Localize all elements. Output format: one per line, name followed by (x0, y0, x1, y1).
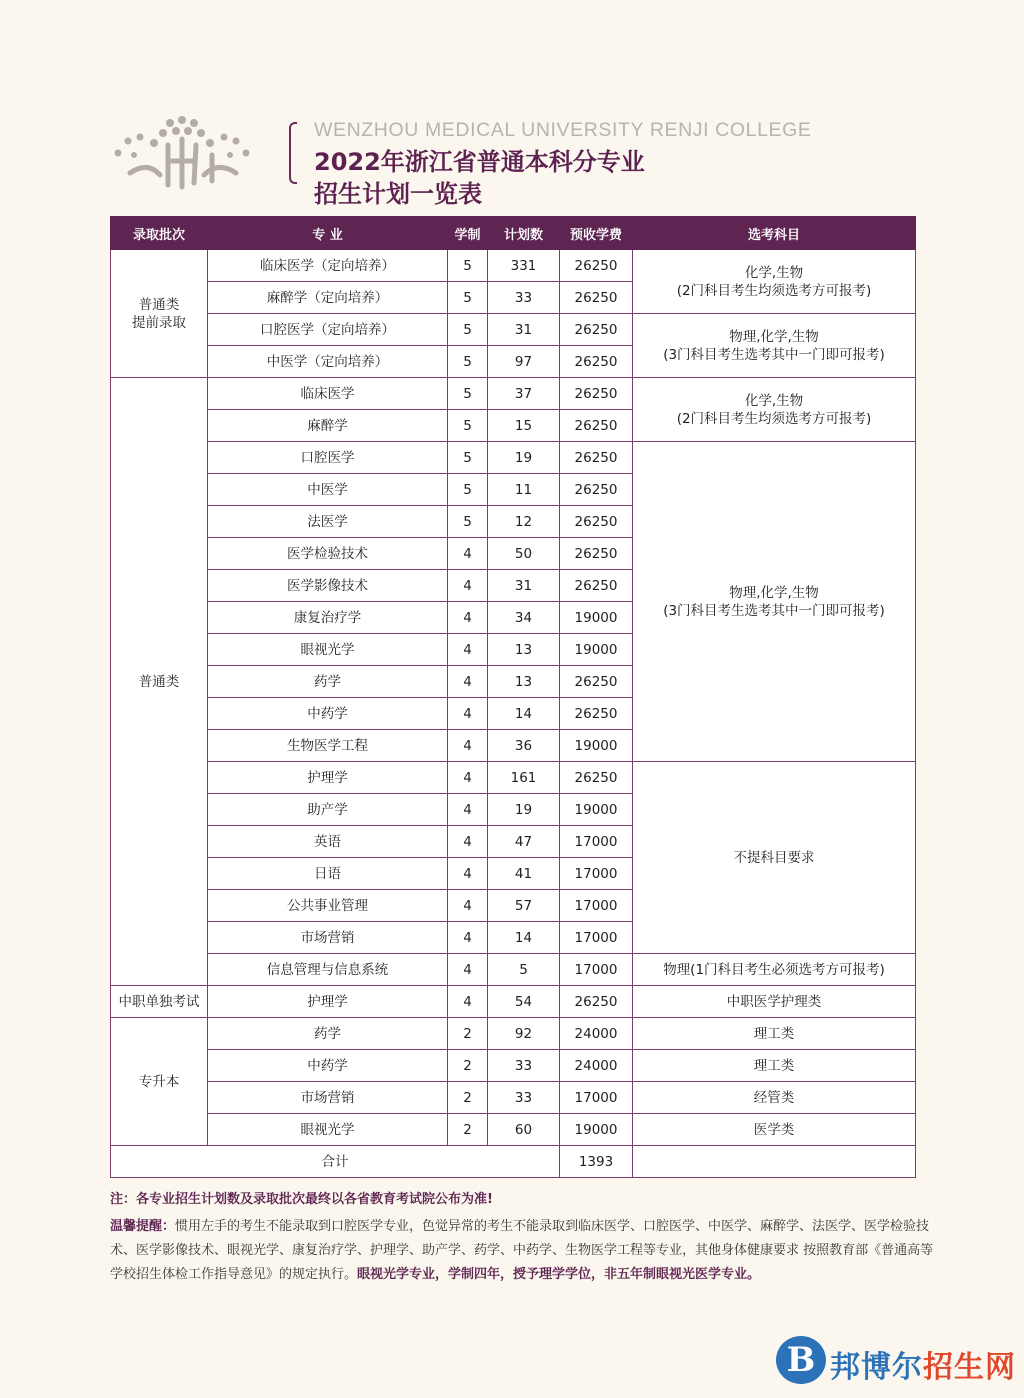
col-header-years: 学制 (448, 217, 488, 250)
col-header-batch: 录取批次 (111, 217, 208, 250)
fee-cell: 26250 (560, 698, 633, 730)
years-cell: 5 (448, 442, 488, 474)
years-cell: 5 (448, 474, 488, 506)
fee-cell: 17000 (560, 954, 633, 986)
fee-cell: 17000 (560, 922, 633, 954)
major-cell: 生物医学工程 (208, 730, 448, 762)
subjects-text: (2门科目考生均须选考方可报考) (676, 410, 872, 427)
years-cell: 4 (448, 986, 488, 1018)
major-cell: 中医学（定向培养） (208, 346, 448, 378)
years-cell: 4 (448, 570, 488, 602)
table-row (111, 378, 916, 410)
plan-cell: 19 (488, 442, 560, 474)
plan-cell: 50 (488, 538, 560, 570)
plan-cell: 31 (488, 570, 560, 602)
plan-cell: 14 (488, 698, 560, 730)
plan-cell: 19 (488, 794, 560, 826)
total-value: 1393 (560, 1146, 633, 1178)
page-title-line2: 招生计划一览表 (314, 180, 482, 208)
years-cell: 4 (448, 698, 488, 730)
major-cell: 中医学 (208, 474, 448, 506)
subjects-cell: 理工类 (633, 1018, 916, 1050)
plan-cell: 92 (488, 1018, 560, 1050)
major-cell: 口腔医学（定向培养） (208, 314, 448, 346)
plan-cell: 97 (488, 346, 560, 378)
plan-cell: 36 (488, 730, 560, 762)
plan-cell: 33 (488, 1050, 560, 1082)
plan-cell: 331 (488, 250, 560, 282)
col-header-plan: 计划数 (488, 217, 560, 250)
years-cell: 4 (448, 794, 488, 826)
plan-cell: 5 (488, 954, 560, 986)
subjects-cell: 物理(1门科目考生必须选考方可报考) (633, 954, 916, 986)
watermark-text-red: 招生网 (923, 1350, 1016, 1385)
years-cell: 5 (448, 250, 488, 282)
reminder-paragraph (110, 1215, 946, 1287)
plan-cell: 31 (488, 314, 560, 346)
batch-label: 普通类 (138, 296, 180, 313)
fee-cell: 26250 (560, 250, 633, 282)
subjects-cell: 理工类 (633, 1050, 916, 1082)
major-cell: 中药学 (208, 698, 448, 730)
plan-cell: 34 (488, 602, 560, 634)
major-cell: 临床医学 (208, 378, 448, 410)
major-cell: 信息管理与信息系统 (208, 954, 448, 986)
major-cell: 护理学 (208, 986, 448, 1018)
years-cell: 5 (448, 506, 488, 538)
years-cell: 5 (448, 378, 488, 410)
fee-cell: 17000 (560, 858, 633, 890)
major-cell: 医学检验技术 (208, 538, 448, 570)
fee-cell: 26250 (560, 762, 633, 794)
fee-cell: 26250 (560, 986, 633, 1018)
fee-cell: 19000 (560, 634, 633, 666)
years-cell: 4 (448, 538, 488, 570)
watermark-logo-letter: B (786, 1340, 816, 1380)
subjects-text: (3门科目考生选考其中一门即可报考) (663, 602, 885, 619)
reminder-body: 惯用左手的考生不能录取到口腔医学专业，色觉异常的考生不能录取到临床医学、口腔医学、中医学、麻醉学、法医学、医学检验技术、医学影像技术、眼视光学、康复治疗学、护理学、助产学、药学、中药学、生物医学工程等专业，其他身体健康要求 按照教育部《普通高等学校招生体检工作指导意见》的规定执行。 (110, 1219, 934, 1282)
subjects-cell (633, 442, 916, 762)
major-cell: 康复治疗学 (208, 602, 448, 634)
years-cell: 4 (448, 890, 488, 922)
col-header-fee: 预收学费 (560, 217, 633, 250)
subjects-cell: 经管类 (633, 1082, 916, 1114)
fee-cell: 19000 (560, 730, 633, 762)
plan-cell: 54 (488, 986, 560, 1018)
fee-cell: 26250 (560, 346, 633, 378)
major-cell: 法医学 (208, 506, 448, 538)
subjects-cell (633, 250, 916, 314)
major-cell: 市场营销 (208, 922, 448, 954)
watermark-text-blue: 邦博尔 (830, 1350, 923, 1385)
reminder-emphasis: 眼视光学专业，学制四年，授予理学学位，非五年制眼视光医学专业。 (357, 1267, 761, 1282)
years-cell: 2 (448, 1050, 488, 1082)
fee-cell: 26250 (560, 666, 633, 698)
batch-cell-general: 普通类 (111, 378, 208, 986)
subjects-text: 化学,生物 (744, 264, 804, 281)
plan-cell: 37 (488, 378, 560, 410)
table-row (111, 250, 916, 282)
fee-cell: 26250 (560, 282, 633, 314)
years-cell: 4 (448, 634, 488, 666)
subjects-text: (3门科目考生选考其中一门即可报考) (663, 346, 885, 363)
plan-cell: 33 (488, 1082, 560, 1114)
batch-cell-upgrade: 专升本 (111, 1018, 208, 1146)
major-cell: 眼视光学 (208, 1114, 448, 1146)
subjects-text: 物理,化学,生物 (729, 328, 819, 345)
fee-cell: 26250 (560, 410, 633, 442)
years-cell: 4 (448, 602, 488, 634)
subjects-text: (2门科目考生均须选考方可报考) (676, 282, 872, 299)
subjects-cell: 医学类 (633, 1114, 916, 1146)
years-cell: 2 (448, 1082, 488, 1114)
fee-cell: 26250 (560, 538, 633, 570)
plan-cell: 13 (488, 634, 560, 666)
fee-cell: 26250 (560, 474, 633, 506)
table-row (111, 314, 916, 346)
years-cell: 5 (448, 282, 488, 314)
subjects-text: 物理,化学,生物 (729, 584, 819, 601)
years-cell: 2 (448, 1018, 488, 1050)
plan-cell: 161 (488, 762, 560, 794)
total-empty-cell (633, 1146, 916, 1178)
fee-cell: 19000 (560, 602, 633, 634)
fee-cell: 17000 (560, 890, 633, 922)
major-cell: 医学影像技术 (208, 570, 448, 602)
college-english-name: WENZHOU MEDICAL UNIVERSITY RENJI COLLEGE (314, 119, 812, 141)
batch-label: 提前录取 (132, 314, 186, 331)
reminder-label: 温馨提醒： (110, 1219, 176, 1234)
fee-cell: 24000 (560, 1050, 633, 1082)
watermark (776, 1336, 1016, 1388)
years-cell: 4 (448, 922, 488, 954)
col-header-subjects: 选考科目 (633, 217, 916, 250)
fee-cell: 24000 (560, 1018, 633, 1050)
major-cell: 眼视光学 (208, 634, 448, 666)
table-row (111, 1082, 916, 1114)
col-header-major: 专 业 (208, 217, 448, 250)
table-row (111, 1050, 916, 1082)
plan-cell: 14 (488, 922, 560, 954)
table-row (111, 442, 916, 474)
total-label: 合计 (111, 1146, 560, 1178)
subjects-cell: 中职医学护理类 (633, 986, 916, 1018)
plan-cell: 11 (488, 474, 560, 506)
years-cell: 5 (448, 410, 488, 442)
fee-cell: 26250 (560, 314, 633, 346)
table-row (111, 1114, 916, 1146)
plan-cell: 47 (488, 826, 560, 858)
page-title-line1: 2022年浙江省普通本科分专业 (314, 148, 645, 176)
table-row (111, 1018, 916, 1050)
major-cell: 口腔医学 (208, 442, 448, 474)
plan-cell: 33 (488, 282, 560, 314)
years-cell: 4 (448, 858, 488, 890)
years-cell: 4 (448, 666, 488, 698)
table-row (111, 986, 916, 1018)
major-cell: 麻醉学 (208, 410, 448, 442)
major-cell: 临床医学（定向培养） (208, 250, 448, 282)
batch-cell-advance (111, 250, 208, 378)
major-cell: 市场营销 (208, 1082, 448, 1114)
years-cell: 5 (448, 346, 488, 378)
major-cell: 麻醉学（定向培养） (208, 282, 448, 314)
years-cell: 2 (448, 1114, 488, 1146)
subjects-cell: 不提科目要求 (633, 762, 916, 954)
subjects-cell (633, 378, 916, 442)
fee-cell: 19000 (560, 794, 633, 826)
batch-cell-vocational: 中职单独考试 (111, 986, 208, 1018)
major-cell: 药学 (208, 666, 448, 698)
plan-cell: 60 (488, 1114, 560, 1146)
years-cell: 5 (448, 314, 488, 346)
subjects-cell (633, 314, 916, 378)
watermark-text (830, 1342, 1016, 1386)
plan-cell: 15 (488, 410, 560, 442)
table-row (111, 954, 916, 986)
major-cell: 助产学 (208, 794, 448, 826)
major-cell: 公共事业管理 (208, 890, 448, 922)
plan-cell: 41 (488, 858, 560, 890)
plan-cell: 57 (488, 890, 560, 922)
total-row (111, 1146, 916, 1178)
fee-cell: 26250 (560, 378, 633, 410)
table-header-row (111, 217, 916, 250)
fee-cell: 17000 (560, 1082, 633, 1114)
college-logo (108, 115, 266, 190)
major-cell: 中药学 (208, 1050, 448, 1082)
fee-cell: 26250 (560, 506, 633, 538)
subjects-text: 化学,生物 (744, 392, 804, 409)
table-row (111, 762, 916, 794)
years-cell: 4 (448, 826, 488, 858)
plan-cell: 12 (488, 506, 560, 538)
footnote: 注：各专业招生计划数及录取批次最终以各省教育考试院公布为准! (110, 1192, 493, 1207)
major-cell: 英语 (208, 826, 448, 858)
years-cell: 4 (448, 730, 488, 762)
years-cell: 4 (448, 762, 488, 794)
title-bracket (289, 122, 297, 184)
major-cell: 护理学 (208, 762, 448, 794)
fee-cell: 19000 (560, 1114, 633, 1146)
major-cell: 日语 (208, 858, 448, 890)
fee-cell: 26250 (560, 442, 633, 474)
watermark-logo-icon (776, 1336, 826, 1384)
major-cell: 药学 (208, 1018, 448, 1050)
plan-cell: 13 (488, 666, 560, 698)
enrollment-plan-table (110, 216, 916, 1178)
fee-cell: 26250 (560, 570, 633, 602)
fee-cell: 17000 (560, 826, 633, 858)
years-cell: 4 (448, 954, 488, 986)
